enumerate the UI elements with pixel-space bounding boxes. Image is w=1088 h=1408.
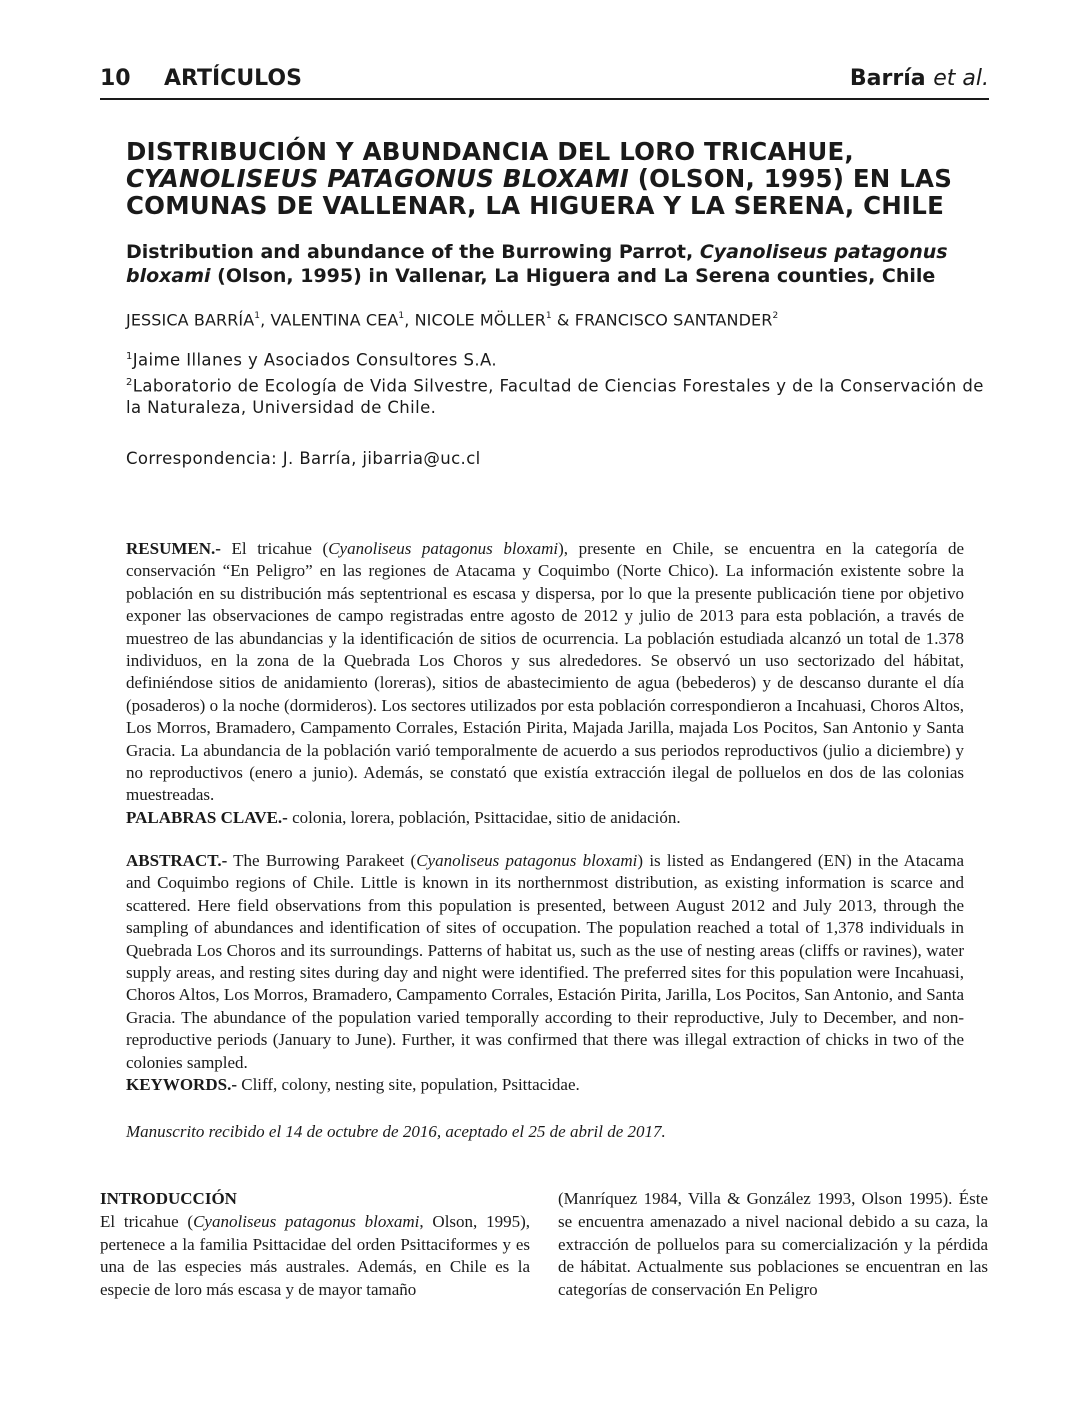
intro-text: El tricahue ( — [100, 1211, 194, 1231]
intro-paragraph-right: (Manríquez 1984, Villa & González 1993, Olson 1995). Éste se encuentra amenazado a nivel nacional debido a su caza, la extracción de polluelos para su comercialización y la pérdida de hábitat. Actualmente sus poblaciones se encuentran en las categorías de conservación En Peligro — [558, 1189, 988, 1300]
title-en-part1: Distribution and abundance of the Burrowing Parrot, — [126, 241, 700, 263]
running-header — [100, 64, 989, 100]
article-title-es — [126, 138, 986, 219]
author-affiliation-mark: 1 — [254, 311, 261, 321]
intro-species: Cyanoliseus patagonus bloxami — [193, 1211, 420, 1231]
author-affiliation-mark: 1 — [545, 311, 552, 321]
resumen-paragraph — [126, 538, 964, 807]
running-author-name: Barría — [849, 66, 926, 91]
affiliation-item — [126, 346, 986, 372]
abstract-paragraph — [126, 850, 964, 1074]
author-separator: , — [260, 310, 271, 330]
keywords-en: Cliff, colony, nesting site, population, Psittacidae. — [236, 1075, 580, 1095]
author-name: NICOLE MÖLLER — [414, 310, 546, 330]
title-es-line1: DISTRIBUCIÓN Y ABUNDANCIA DEL LORO TRICAHUE, — [126, 137, 854, 166]
affiliations — [126, 346, 986, 419]
keywords-es: colonia, lorera, población, Psittacidae, sitio de anidación. — [287, 807, 681, 827]
author-affiliation-mark: 1 — [398, 311, 405, 321]
affiliation-mark: 2 — [126, 376, 133, 388]
abstract-label: ABSTRACT.- — [126, 851, 228, 870]
author-list — [126, 306, 986, 331]
author-separator: , — [404, 310, 415, 330]
abstract-block — [126, 850, 964, 1096]
resumen-species: Cyanoliseus patagonus bloxami — [328, 539, 559, 558]
resumen-label: RESUMEN.- — [126, 539, 221, 558]
abstract-keywords — [126, 1074, 964, 1096]
abstract-text: The Burrowing Parakeet ( — [227, 851, 417, 870]
title-es-species: CYANOLISEUS PATAGONUS BLOXAMI — [126, 164, 629, 193]
author-name: FRANCISCO SANTANDER — [574, 310, 773, 330]
resumen-text: El tricahue ( — [220, 539, 329, 558]
running-author-suffix: et al. — [933, 66, 989, 91]
affiliation-mark: 1 — [126, 351, 133, 362]
title-en-part2: (Olson, 1995) in Vallenar, La Higuera and La Serena counties, Chile — [210, 265, 936, 287]
title-es-line3: COMUNAS DE VALLENAR, LA HIGUERA Y LA SERENA, CHILE — [126, 191, 945, 220]
author-affiliation-mark: 2 — [772, 311, 779, 321]
section-heading-introduccion: INTRODUCCIÓN — [100, 1189, 237, 1208]
resumen-text: ), presente en Chile, se encuentra en la categoría de conservación “En Peligro” en las regiones de Atacama y Coquimbo (Norte Chico). La información existente sobre la población en su distribución más septentrional es escasa y dispersa, por lo que la presente publicación tiene por objetivo exponer las observaciones de campo registradas entre agosto de 2012 y julio de 2013 para esta población, a través de muestreo de las abundancias y la identificación de sitios de ocurrencia. La población estudiada alcanzó un total de 1.378 individuos, en la zona de la Quebrada Los Choros y sus alrededores. Se observó un uso sectorizado del hábitat, definiéndose sitios de anidamiento (loreras), sitios de abastecimiento de agua (bebederos) y de descanso durante el día (posaderos) o la noche (dormideros). Los sectores utilizados por esta población correspondieron a Incahuasi, Choros Altos, Los Morros, Bramadero, Campamento Corrales, Estación Pirita, Majada Jarilla, majada Los Pocitos, San Antonio y Santa Gracia. La abundancia de la población varió temporalmente de acuerdo a sus periodos reproductivos (julio a diciembre) y no reproductivos (enero a junio). Además, se constató que existía extracción ilegal de polluelos en dos de las colonias muestreadas. — [126, 539, 964, 805]
affiliation-item — [126, 372, 986, 420]
correspondence: Correspondencia: J. Barría, jibarria@uc.cl — [126, 449, 481, 468]
title-en-species: Cyanoliseus patagonus bloxami — [126, 241, 948, 287]
section-name: ARTÍCULOS — [164, 66, 302, 91]
resumen-block — [126, 538, 964, 829]
abstract-species: Cyanoliseus patagonus bloxami — [416, 851, 638, 870]
affiliation-text: Jaime Illanes y Asociados Consultores S.A. — [132, 350, 498, 370]
body-column-right — [558, 1188, 988, 1302]
body-column-left — [100, 1188, 530, 1302]
page-number: 10 — [100, 66, 131, 91]
keywords-label-es: PALABRAS CLAVE.- — [126, 807, 288, 827]
author-separator: & — [551, 310, 575, 330]
author-name: VALENTINA CEA — [270, 310, 399, 330]
title-es-line2: (OLSON, 1995) EN LAS — [628, 164, 953, 193]
article-title-en — [126, 240, 986, 288]
intro-paragraph-left — [100, 1211, 530, 1302]
affiliation-text: Laboratorio de Ecología de Vida Silvestre, Facultad de Ciencias Forestales y de la Conservación de la Naturaleza, Universidad de Chile. — [126, 376, 984, 417]
running-author — [850, 66, 989, 91]
author-name: JESSICA BARRÍA — [126, 310, 255, 330]
manuscript-received-note: Manuscrito recibido el 14 de octubre de 2016, aceptado el 25 de abril de 2017. — [126, 1122, 666, 1141]
abstract-text: ) is listed as Endangered (EN) in the Atacama and Coquimbo regions of Chile. Little is known in its northernmost distribution, as existing information is scarce and scattered. Here field observations from this population is presented, between August 2012 and July 2013, through the sampling of abundances and identification of sites of occupation. The population reached a total of 1,378 individuals in Quebrada Los Choros and its surroundings. Patterns of habitat us, such as the use of nesting areas (cliffs or ravines), water supply areas, and resting sites during day and night were identified. The preferred sites for this population were Incahuasi, Choros Altos, Los Morros, Bramadero, Campamento Corrales, Estación Pirita, Jarilla, Los Pocitos, San Antonio, and Santa Gracia. The abundance of the population varied temporally according to their reproductive, July to December, and non-reproductive periods (January to June). Further, it was confirmed that there was illegal extraction of chicks in two of the colonies sampled. — [126, 851, 964, 1072]
keywords-label-en: KEYWORDS.- — [126, 1075, 237, 1095]
intro-text: , Olson, 1995), pertenece a la familia Psittacidae del orden Psittaciformes y es una de las especies más australes. Además, en Chile es la especie de loro más escasa y de mayor tamaño — [100, 1211, 530, 1300]
resumen-keywords — [126, 807, 964, 829]
